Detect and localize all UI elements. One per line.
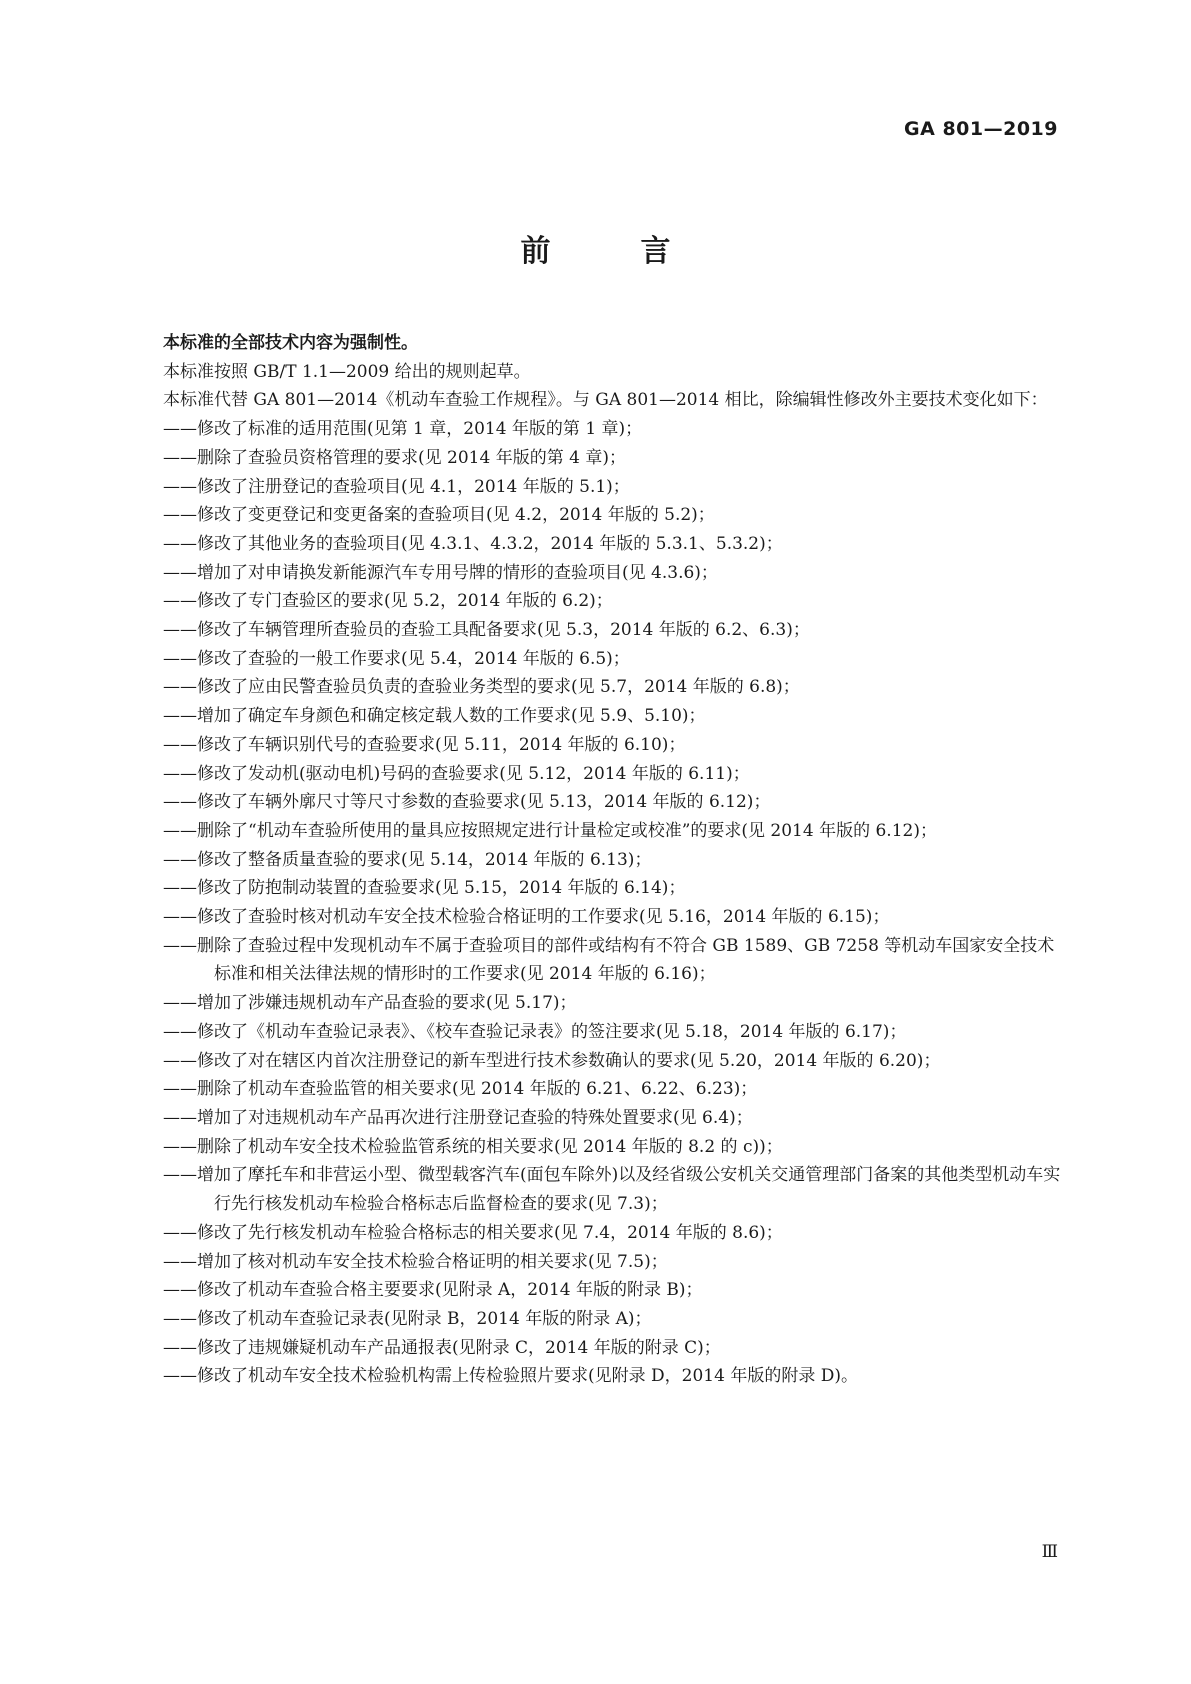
- list-item: ——增加了对违规机动车产品再次进行注册登记查验的特殊处置要求(见 6.4)；: [163, 1107, 753, 1128]
- list-item: ——修改了查验的一般工作要求(见 5.4，2014 年版的 6.5)；: [163, 648, 630, 669]
- list-item: ——增加了核对机动车安全技术检验合格证明的相关要求(见 7.5)；: [163, 1251, 668, 1272]
- list-item: ——修改了发动机(驱动电机)号码的查验要求(见 5.12，2014 年版的 6.11)；: [163, 763, 750, 784]
- list-item: ——修改了其他业务的查验项目(见 4.3.1、4.3.2，2014 年版的 5.3.1、5.3.2)；: [163, 533, 783, 554]
- standard-code: GA 801—2019: [904, 118, 1058, 140]
- list-item: ——修改了车辆外廓尺寸等尺寸参数的查验要求(见 5.13，2014 年版的 6.12)；: [163, 792, 771, 813]
- list-item: ——删除了查验员资格管理的要求(见 2014 年版的第 4 章)；: [163, 447, 626, 468]
- list-item: ——修改了车辆识别代号的查验要求(见 5.11，2014 年版的 6.10)；: [163, 734, 686, 755]
- mandatory-statement: 本标准的全部技术内容为强制性。: [163, 333, 418, 353]
- list-item: ——删除了“机动车查验所使用的量具应按照规定进行计量检定或校准”的要求(见 2014 年版的 6.12)；: [163, 820, 937, 841]
- list-item: ——修改了防抱制动装置的查验要求(见 5.15，2014 年版的 6.14)；: [163, 878, 686, 899]
- list-item: ——修改了查验时核对机动车安全技术检验合格证明的工作要求(见 5.16，2014 年版的 6.15)；: [163, 907, 890, 928]
- list-item: ——修改了车辆管理所查验员的查验工具配备要求(见 5.3，2014 年版的 6.2、6.3)；: [163, 620, 810, 641]
- list-item: ——修改了专门查验区的要求(见 5.2，2014 年版的 6.2)；: [163, 591, 613, 612]
- list-item: ——删除了机动车查验监管的相关要求(见 2014 年版的 6.21、6.22、6.23)；: [163, 1079, 758, 1100]
- list-item: ——修改了整备质量查验的要求(见 5.14，2014 年版的 6.13)；: [163, 849, 652, 870]
- list-item: ——修改了标准的适用范围(见第 1 章，2014 年版的第 1 章)；: [163, 419, 643, 440]
- replacement-paragraph: 本标准代替 GA 801—2014《机动车查验工作规程》。与 GA 801—2014 相比，除编辑性修改外主要技术变化如下：: [163, 390, 1048, 411]
- list-item: ——修改了先行核发机动车检验合格标志的相关要求(见 7.4，2014 年版的 8.6)；: [163, 1222, 783, 1243]
- list-item: ——增加了对申请换发新能源汽车专用号牌的情形的查验项目(见 4.3.6)；: [163, 562, 718, 583]
- list-item: ——修改了违规嫌疑机动车产品通报表(见附录 C，2014 年版的附录 C)；: [163, 1337, 721, 1358]
- list-item: ——删除了查验过程中发现机动车不属于查验项目的部件或结构有不符合 GB 1589、GB 7258 等机动车国家安全技术标准和相关法律法规的情形时的工作要求(见 2014 年版的 6.16)；: [163, 935, 1055, 985]
- list-item: ——修改了应由民警查验员负责的查验业务类型的要求(见 5.7，2014 年版的 6.8)；: [163, 677, 800, 698]
- list-item: ——修改了机动车安全技术检验机构需上传检验照片要求(见附录 D，2014 年版的附录 D)。: [163, 1366, 858, 1387]
- change-list: [129, 415, 1061, 1391]
- list-item: ——修改了对在辖区内首次注册登记的新车型进行技术参数确认的要求(见 5.20，2014 年版的 6.20)；: [163, 1050, 941, 1071]
- list-item: ——修改了变更登记和变更备案的查验项目(见 4.2，2014 年版的 5.2)；: [163, 505, 715, 526]
- list-item: ——删除了机动车安全技术检验监管系统的相关要求(见 2014 年版的 8.2 的 c))；: [163, 1136, 783, 1157]
- list-item: ——增加了摩托车和非营运小型、微型载客汽车(面包车除外)以及经省级公安机关交通管理部门备案的其他类型机动车实行先行核发机动车检验合格标志后监督检查的要求(见 7.3)；: [163, 1165, 1061, 1215]
- drafting-rule-paragraph: 本标准按照 GB/T 1.1—2009 给出的规则起草。: [163, 361, 531, 382]
- page-number: Ⅲ: [1041, 1542, 1058, 1562]
- list-item: ——增加了涉嫌违规机动车产品查验的要求(见 5.17)；: [163, 993, 577, 1014]
- list-item: ——修改了机动车查验合格主要要求(见附录 A，2014 年版的附录 B)；: [163, 1280, 703, 1301]
- foreword-body: [129, 329, 1061, 1391]
- list-item: ——增加了确定车身颜色和确定核定载人数的工作要求(见 5.9、5.10)；: [163, 706, 706, 727]
- list-item: ——修改了机动车查验记录表(见附录 B，2014 年版的附录 A)；: [163, 1308, 652, 1329]
- list-item: ——修改了《机动车查验记录表》、《校车查验记录表》的签注要求(见 5.18，2014 年版的 6.17)；: [163, 1021, 907, 1042]
- list-item: ——修改了注册登记的查验项目(见 4.1，2014 年版的 5.1)；: [163, 476, 630, 497]
- page-title: 前 言: [520, 234, 701, 269]
